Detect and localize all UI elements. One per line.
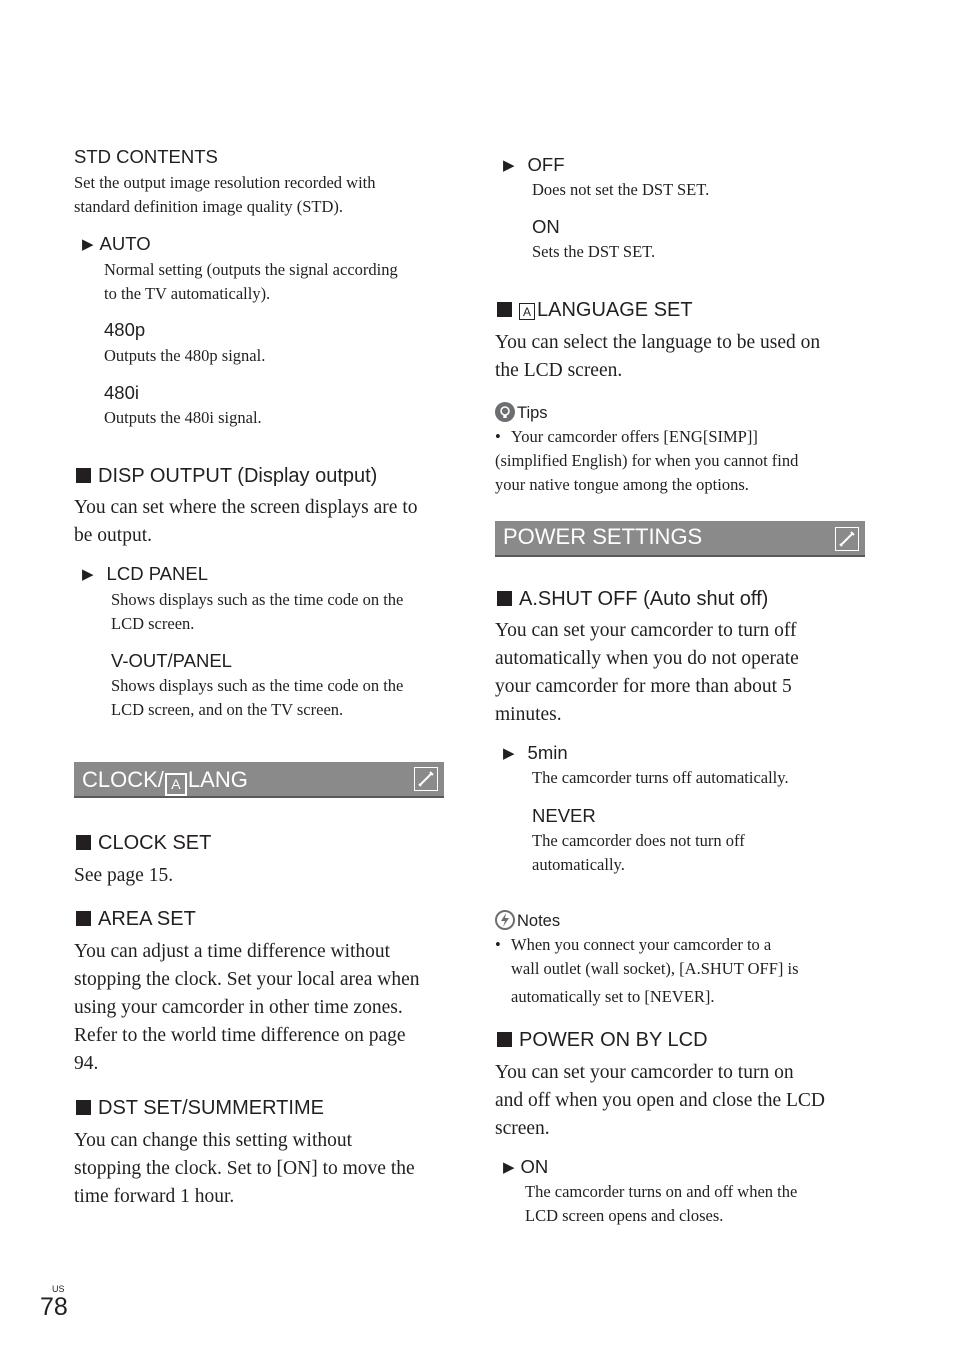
square-bullet-icon bbox=[76, 911, 91, 926]
default-marker-icon: ▶ bbox=[503, 1159, 515, 1176]
square-bullet-icon bbox=[76, 468, 91, 483]
ashut-off-body: You can set your camcorder to turn off automatically when you do not operate your camcorder for more than about 5 minutes. bbox=[495, 620, 799, 725]
option-auto: ▶ AUTO bbox=[82, 233, 151, 254]
clock-set-heading: CLOCK SET bbox=[76, 831, 211, 855]
option-480i-desc: Outputs the 480i signal. bbox=[104, 408, 262, 427]
clock-lang-section-bar bbox=[74, 762, 444, 798]
notes-icon bbox=[495, 910, 515, 930]
option-lcd-panel-desc: Shows displays such as the time code on the LCD screen. bbox=[111, 590, 404, 633]
option-dst-off-desc: Does not set the DST SET. bbox=[532, 180, 710, 199]
square-bullet-icon bbox=[76, 835, 91, 850]
tips-item: • Your camcorder offers [ENG[SIMP]] (simplified English) for when you cannot find your native tongue among the options. bbox=[495, 427, 799, 494]
square-bullet-icon bbox=[497, 1032, 512, 1047]
clock-lang-title: CLOCK/ A LANG bbox=[82, 766, 248, 796]
notes-heading: Notes bbox=[495, 910, 560, 931]
power-settings-section-bar bbox=[495, 521, 865, 557]
option-5min: ▶ 5min bbox=[503, 742, 568, 763]
std-contents-heading: STD CONTENTS bbox=[74, 146, 218, 167]
ashut-off-heading: A.SHUT OFF (Auto shut off) bbox=[497, 587, 768, 611]
power-settings-title: POWER SETTINGS bbox=[503, 524, 703, 549]
language-a-icon: A bbox=[519, 303, 535, 320]
area-set-heading: AREA SET bbox=[76, 907, 196, 931]
area-set-body: You can adjust a time difference without stopping the clock. Set your local area when using your camcorder in other time zones. Refer to the world time difference on page 94. bbox=[74, 941, 420, 1074]
tips-heading: Tips bbox=[495, 402, 548, 423]
language-a-icon: A bbox=[165, 773, 187, 796]
option-lcd-on-desc: The camcorder turns on and off when the LCD screen opens and closes. bbox=[525, 1182, 798, 1225]
notes-item: • When you connect your camcorder to a wall outlet (wall socket), [A.SHUT OFF] is automatically set to [NEVER]. bbox=[495, 935, 799, 1006]
power-on-lcd-heading: POWER ON BY LCD bbox=[497, 1028, 708, 1052]
option-never-desc: The camcorder does not turn off automatically. bbox=[532, 831, 745, 874]
square-bullet-icon bbox=[497, 591, 512, 606]
wrench-icon bbox=[835, 527, 859, 551]
disp-output-heading: DISP OUTPUT (Display output) bbox=[76, 464, 377, 488]
option-dst-on-desc: Sets the DST SET. bbox=[532, 242, 656, 261]
dst-set-heading: DST SET/SUMMERTIME bbox=[76, 1096, 324, 1120]
language-set-heading: A LANGUAGE SET bbox=[497, 298, 693, 322]
option-dst-on: ON bbox=[532, 216, 560, 237]
option-auto-desc: Normal setting (outputs the signal according to the TV automatically). bbox=[104, 260, 398, 303]
region-code: US bbox=[52, 1284, 65, 1294]
default-marker-icon: ▶ bbox=[82, 566, 94, 583]
wrench-icon bbox=[414, 767, 438, 791]
option-480p: 480p bbox=[104, 319, 146, 340]
default-marker-icon: ▶ bbox=[82, 236, 94, 253]
default-marker-icon: ▶ bbox=[503, 745, 515, 762]
default-marker-icon: ▶ bbox=[503, 157, 515, 174]
option-5min-desc: The camcorder turns off automatically. bbox=[532, 768, 789, 787]
clock-set-body: See page 15. bbox=[74, 865, 174, 886]
language-set-body: You can select the language to be used on the LCD screen. bbox=[495, 332, 821, 381]
option-v-out-panel: V-OUT/PANEL bbox=[111, 650, 232, 671]
option-lcd-on: ▶ ON bbox=[503, 1156, 549, 1177]
power-on-lcd-body: You can set your camcorder to turn on and off when you open and close the LCD screen. bbox=[495, 1062, 825, 1139]
page-number: 78 bbox=[40, 1293, 68, 1321]
disp-output-body: You can set where the screen displays are to be output. bbox=[74, 497, 418, 546]
option-480i: 480i bbox=[104, 382, 139, 403]
option-dst-off: ▶ OFF bbox=[503, 154, 565, 175]
lightbulb-icon bbox=[495, 402, 515, 422]
dst-set-body: You can change this setting without stopping the clock. Set to [ON] to move the time forward 1 hour. bbox=[74, 1130, 415, 1207]
square-bullet-icon bbox=[76, 1100, 91, 1115]
square-bullet-icon bbox=[497, 302, 512, 317]
option-v-out-panel-desc: Shows displays such as the time code on the LCD screen, and on the TV screen. bbox=[111, 676, 404, 719]
option-never: NEVER bbox=[532, 805, 596, 826]
option-480p-desc: Outputs the 480p signal. bbox=[104, 346, 266, 365]
std-contents-desc: Set the output image resolution recorded with standard definition image quality (STD). bbox=[74, 173, 376, 216]
option-lcd-panel: ▶ LCD PANEL bbox=[82, 563, 208, 584]
